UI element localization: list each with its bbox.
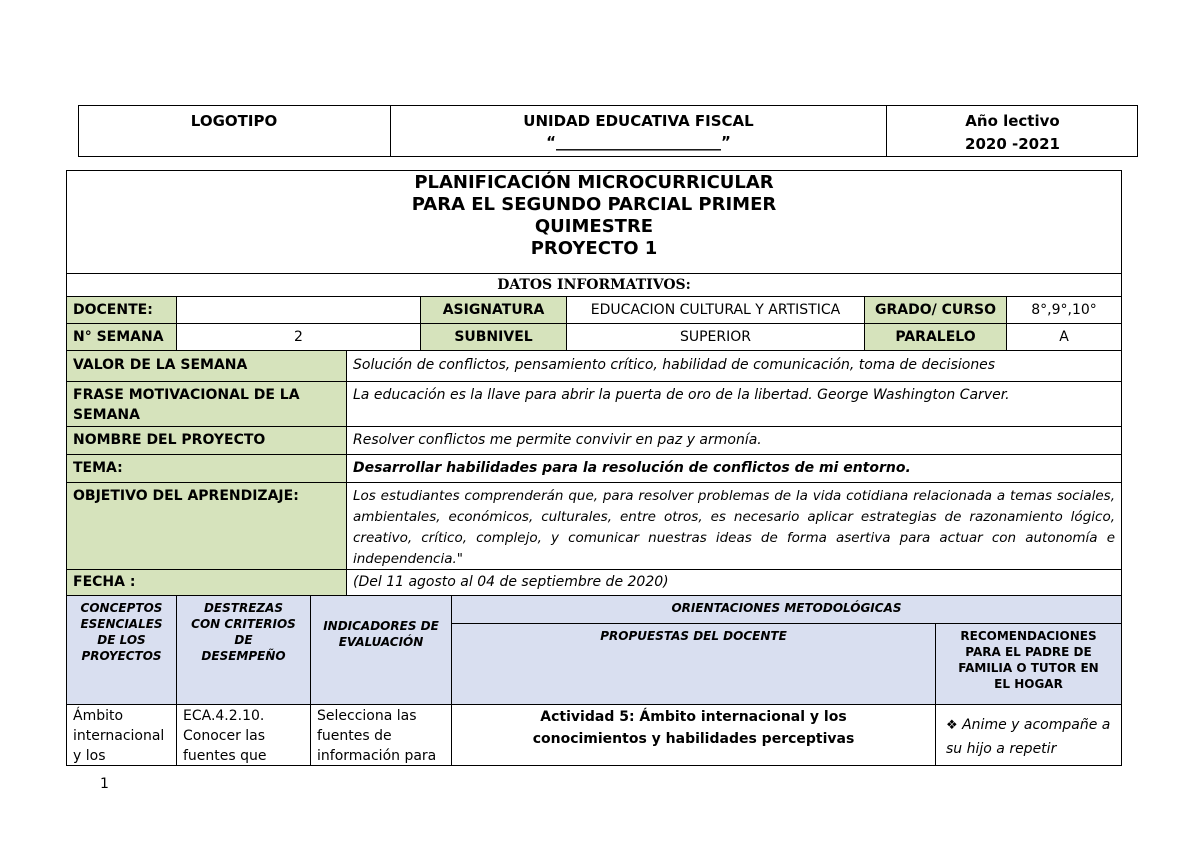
logo-placeholder: LOGOTIPO — [190, 112, 278, 130]
col-indicadores: INDICADORES DE EVALUACIÓN — [310, 595, 452, 705]
valor-value: Solución de conflictos, pensamiento crítico, habilidad de comunicación, toma de decisiones — [346, 350, 1122, 382]
title-line: PARA EL SEGUNDO PARCIAL PRIMER — [411, 194, 777, 215]
title-line: PROYECTO 1 — [530, 238, 658, 259]
tema-label: TEMA: — [66, 454, 347, 483]
objetivo-label: OBJETIVO DEL APRENDIZAJE: — [66, 482, 347, 570]
docente-value — [176, 296, 421, 324]
year-label: Año lectivo — [965, 112, 1060, 130]
school-name: UNIDAD EDUCATIVA FISCAL — [523, 112, 754, 130]
diamond-bullet-icon: ❖ — [946, 718, 958, 733]
asignatura-value: EDUCACION CULTURAL Y ARTISTICA — [566, 296, 865, 324]
proyecto-value: Resolver conflictos me permite convivir en paz y armonía. — [346, 426, 1122, 455]
page-title — [66, 172, 1122, 260]
frase-label: FRASE MOTIVACIONAL DE LA SEMANA — [66, 381, 347, 427]
col-conceptos: CONCEPTOS ESENCIALES DE LOS PROYECTOS — [66, 595, 177, 705]
grado-label: GRADO/ CURSO — [864, 296, 1007, 324]
row1-recomendacion-text: Anime y acompañe a su hijo a repetir — [946, 717, 1111, 757]
paralelo-value: A — [1006, 323, 1122, 351]
col-orientaciones: ORIENTACIONES METODOLÓGICAS — [451, 595, 1122, 624]
fecha-label: FECHA : — [66, 569, 347, 596]
valor-label: VALOR DE LA SEMANA — [66, 350, 347, 382]
row1-indicador: Selecciona las fuentes de información para — [310, 704, 452, 766]
col-destrezas: DESTREZAS CON CRITERIOS DE DESEMPEÑO — [176, 595, 311, 705]
paralelo-label: PARALELO — [864, 323, 1007, 351]
school-name-blank: “______________________” — [546, 133, 731, 151]
asignatura-label: ASIGNATURA — [420, 296, 567, 324]
title-line: PLANIFICACIÓN MICROCURRICULAR — [414, 172, 774, 193]
col-propuestas: PROPUESTAS DEL DOCENTE — [451, 623, 936, 705]
docente-label: DOCENTE: — [66, 296, 177, 324]
objetivo-value: Los estudiantes comprenderán que, para resolver problemas de la vida cotidiana relacionada a temas sociales, ambientales, económicos, culturales, entre otros, es necesario aplicar estrategias de razonamiento lógico, creativo, crítico, complejo, y comunicar nuestras ideas de forma asertiva para actuar con autonomía e independencia." — [346, 482, 1122, 570]
row1-destreza: ECA.4.2.10. Conocer las fuentes que — [176, 704, 311, 766]
semana-label: N° SEMANA — [66, 323, 177, 351]
proyecto-label: NOMBRE DEL PROYECTO — [66, 426, 347, 455]
col-recomendaciones: RECOMENDACIONES PARA EL PADRE DE FAMILIA O TUTOR EN EL HOGAR — [935, 623, 1122, 705]
row1-concepto: Ámbito internacional y los — [66, 704, 177, 766]
datos-heading: DATOS INFORMATIVOS: — [66, 273, 1122, 297]
row1-propuesta: Actividad 5: Ámbito internacional y los conocimientos y habilidades perceptivas — [451, 704, 936, 766]
subnivel-value: SUPERIOR — [566, 323, 865, 351]
row1-recomendacion — [935, 704, 1122, 766]
semana-value: 2 — [176, 323, 421, 351]
title-line: QUIMESTRE — [534, 216, 654, 237]
subnivel-label: SUBNIVEL — [420, 323, 567, 351]
grado-value: 8°,9°,10° — [1006, 296, 1122, 324]
tema-value: Desarrollar habilidades para la resolución de conflictos de mi entorno. — [346, 454, 1122, 483]
fecha-value: (Del 11 agosto al 04 de septiembre de 2020) — [346, 569, 1122, 596]
year-value: 2020 -2021 — [965, 135, 1060, 153]
page-number: 1 — [100, 776, 109, 792]
frase-value: La educación es la llave para abrir la puerta de oro de la libertad. George Washington Carver. — [346, 381, 1122, 427]
